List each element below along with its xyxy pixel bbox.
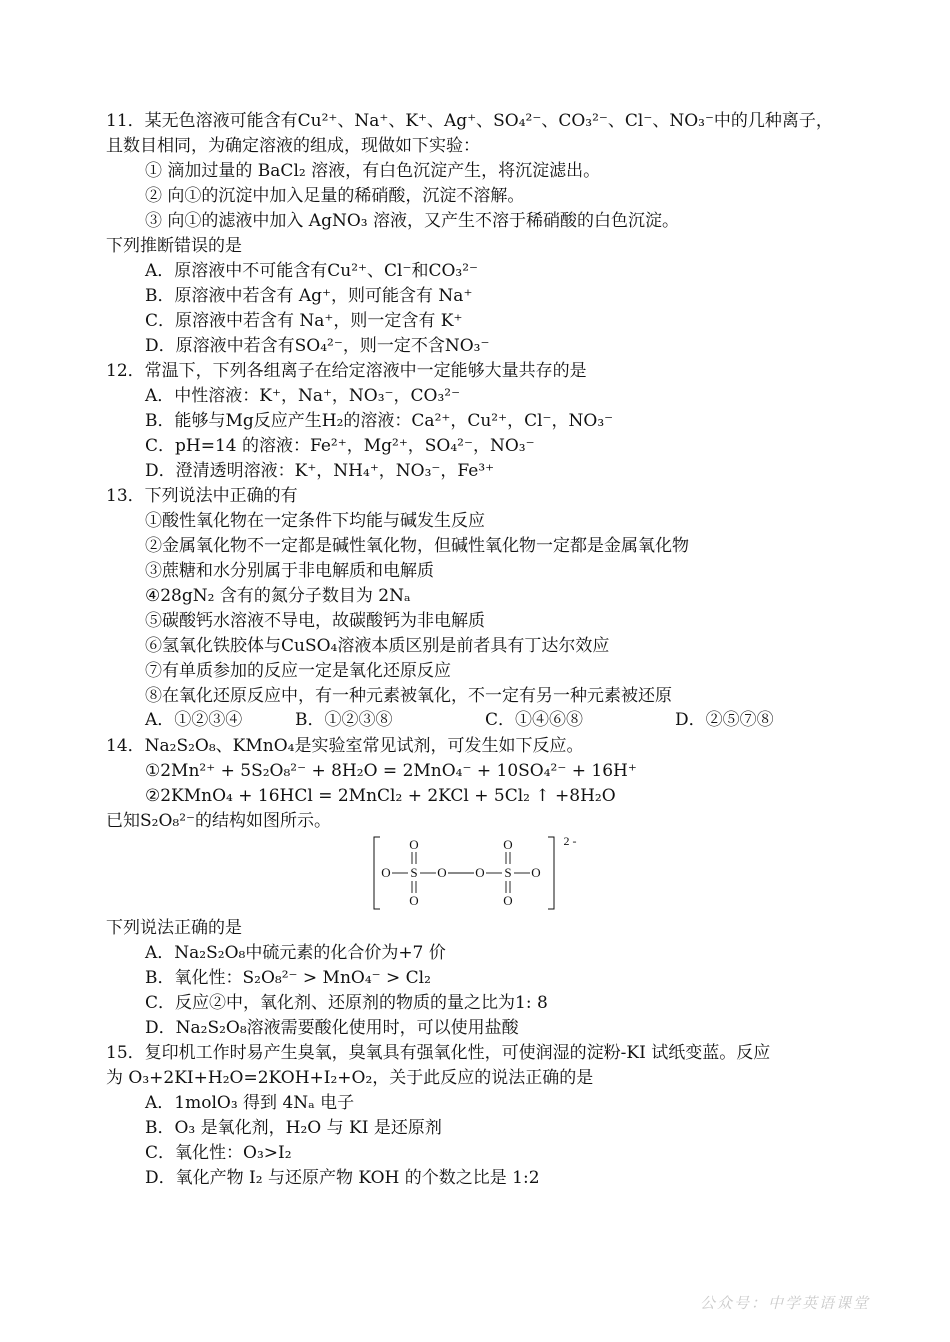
q13-statement-3: ③蔗糖和水分别属于非电解质和电解质 <box>145 561 434 581</box>
q13-statement-1: ①酸性氧化物在一定条件下均能与碱发生反应 <box>145 511 485 531</box>
q11-step-3: ③ 向①的滤液中加入 AgNO₃ 溶液，又产生不溶于稀硝酸的白色沉淀。 <box>145 211 679 231</box>
q14-option-a: A．Na₂S₂O₈中硫元素的化合价为+7 价 <box>145 943 446 963</box>
q14-reaction-2: ②2KMnO₄ + 16HCl = 2MnCl₂ + 2KCl + 5Cl₂ ↑ +8H₂O <box>145 786 616 806</box>
q13-statement-8: ⑧在氧化还原反应中，有一种元素被氧化，不一定有另一种元素被还原 <box>145 686 672 706</box>
question-11-line-1: 11．某无色溶液可能含有Cu²⁺、Na⁺、K⁺、Ag⁺、SO₄²⁻、CO₃²⁻、Cl⁻、NO₃⁻中的几种离子， <box>106 111 833 131</box>
watermark: 公众号：中学英语课堂 <box>700 1294 871 1312</box>
atom-o-top-right: O <box>503 837 513 852</box>
q12-option-c: C．pH=14 的溶液：Fe²⁺，Mg²⁺，SO₄²⁻，NO₃⁻ <box>145 436 535 456</box>
q13-option-b: B．①②③⑧ <box>295 710 393 730</box>
q11-prompt: 下列推断错误的是 <box>106 236 242 256</box>
q15-option-d: D．氧化产物 I₂ 与还原产物 KOH 的个数之比是 1:2 <box>145 1168 540 1188</box>
q15-option-b: B．O₃ 是氧化剂，H₂O 与 KI 是还原剂 <box>145 1118 442 1138</box>
q12-option-b: B．能够与Mg反应产生H₂的溶液：Ca²⁺，Cu²⁺，Cl⁻，NO₃⁻ <box>145 411 614 431</box>
atom-s-right: S <box>504 865 512 880</box>
atom-o-bridge-1: O <box>437 865 447 880</box>
q14-reaction-1: ①2Mn²⁺ + 5S₂O₈²⁻ + 8H₂O = 2MnO₄⁻ + 10SO₄²⁻ + 16H⁺ <box>145 761 637 781</box>
q14-option-d: D．Na₂S₂O₈溶液需要酸化使用时，可以使用盐酸 <box>145 1018 519 1038</box>
q13-statement-2: ②金属氧化物不一定都是碱性氧化物，但碱性氧化物一定都是金属氧化物 <box>145 536 689 556</box>
q15-option-c: C．氧化性：O₃>I₂ <box>145 1143 292 1163</box>
question-12-stem: 12．常温下，下列各组离子在给定溶液中一定能够大量共存的是 <box>106 361 587 381</box>
question-15-line-1: 15．复印机工作时易产生臭氧，臭氧具有强氧化性，可使润湿的淀粉-KI 试纸变蓝。反应 <box>106 1043 771 1063</box>
q12-option-a: A．中性溶液：K⁺，Na⁺，NO₃⁻，CO₃²⁻ <box>145 386 461 406</box>
q14-option-b: B．氧化性：S₂O₈²⁻ > MnO₄⁻ > Cl₂ <box>145 968 431 988</box>
q13-option-c: C．①④⑥⑧ <box>485 710 584 730</box>
question-11-line-2: 且数目相同，为确定溶液的组成，现做如下实验： <box>106 136 480 156</box>
q15-option-a: A．1molO₃ 得到 4Nₐ 电子 <box>145 1093 355 1113</box>
q11-option-b: B．原溶液中若含有 Ag⁺，则可能含有 Na⁺ <box>145 286 473 306</box>
q14-prompt: 下列说法正确的是 <box>106 918 242 938</box>
atom-o-left: O <box>381 865 391 880</box>
q13-statement-5: ⑤碳酸钙水溶液不导电，故碳酸钙为非电解质 <box>145 611 485 631</box>
q13-statement-6: ⑥氢氧化铁胶体与CuSO₄溶液本质区别是前者具有丁达尔效应 <box>145 636 610 656</box>
atom-o-bridge-2: O <box>475 865 485 880</box>
q11-option-c: C．原溶液中若含有 Na⁺，则一定含有 K⁺ <box>145 311 463 331</box>
question-14-stem: 14．Na₂S₂O₈、KMnO₄是实验室常见试剂，可发生如下反应。 <box>106 736 584 756</box>
atom-o-bottom-right: O <box>503 893 513 908</box>
atom-o-top-left: O <box>409 837 419 852</box>
q11-option-a: A．原溶液中不可能含有Cu²⁺、Cl⁻和CO₃²⁻ <box>145 261 478 281</box>
atom-o-bottom-left: O <box>409 893 419 908</box>
question-13-stem: 13．下列说法中正确的有 <box>106 486 298 506</box>
q11-step-1: ① 滴加过量的 BaCl₂ 溶液，有白色沉淀产生，将沉淀滤出。 <box>145 161 601 181</box>
q13-statement-4: ④28gN₂ 含有的氮分子数目为 2Nₐ <box>145 586 411 606</box>
q11-step-2: ② 向①的沉淀中加入足量的稀硝酸，沉淀不溶解。 <box>145 186 525 206</box>
q13-options <box>145 708 845 733</box>
q14-option-c: C．反应②中，氧化剂、还原剂的物质的量之比为1: 8 <box>145 993 548 1013</box>
q13-option-d: D．②⑤⑦⑧ <box>675 710 774 730</box>
q12-option-d: D．澄清透明溶液：K⁺，NH₄⁺，NO₃⁻，Fe³⁺ <box>145 461 495 481</box>
atom-o-right: O <box>531 865 541 880</box>
q14-structure-intro: 已知S₂O₈²⁻的结构如图所示。 <box>106 811 332 831</box>
atom-s-left: S <box>410 865 418 880</box>
ion-charge: 2 - <box>563 834 577 848</box>
q13-option-a: A．①②③④ <box>145 710 243 730</box>
q11-option-d: D．原溶液中若含有SO₄²⁻，则一定不含NO₃⁻ <box>145 336 490 356</box>
question-15-line-2: 为 O₃+2KI+H₂O=2KOH+I₂+O₂，关于此反应的说法正确的是 <box>106 1068 594 1088</box>
peroxodisulfate-structure-diagram <box>370 833 590 913</box>
q13-statement-7: ⑦有单质参加的反应一定是氧化还原反应 <box>145 661 451 681</box>
